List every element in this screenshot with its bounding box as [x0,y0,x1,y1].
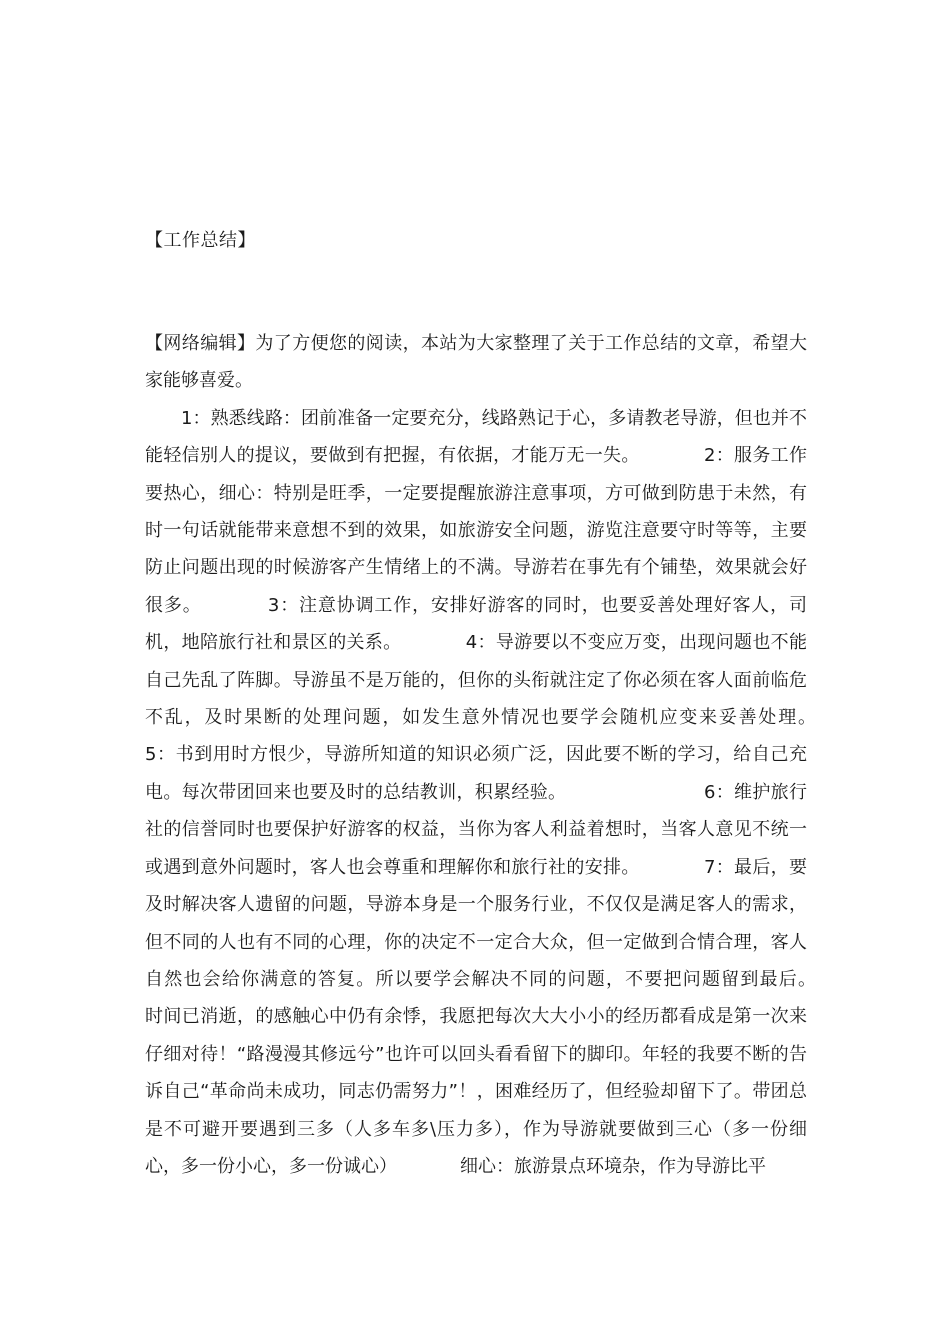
document-body [145,325,879,1185]
document-title: 【工作总结】 [145,230,256,251]
body-paragraph: 1：熟悉线路：团前准备一定要充分，线路熟记于心，多请教老导游，但也并不能轻信别人的提议，要做到有把握，有依据，才能万无一失。 2：服务工作要热心，细心：特别是旺季，一定要提醒旅游注意事项，方可做到防患于未然，有时一句话就能带来意想不到的效果，如旅游安全问题，游览注意要守时等等，主要防止问题出现的时候游客产生情绪上的不满。导游若在事先有个铺垫，效果就会好很多。 3：注意协调工作，安排好游客的同时，也要妥善处理好客人，司机，地陪旅行社和景区的关系。 4：导游要以不变应万变，出现问题也不能自己先乱了阵脚。导游虽不是万能的，但你的头衔就注定了你必须在客人面前临危不乱，及时果断的处理问题，如发生意外情况也要学会随机应变来妥善处理。 5：书到用时方恨少，导游所知道的知识必须广泛，因此要不断的学习，给自己充电。每次带团回来也要及时的总结教训，积累经验。 6：维护旅行社的信誉同时也要保护好游客的权益，当你为客人利益着想时，当客人意见不统一或遇到意外问题时，客人也会尊重和理解你和旅行社的安排。 7：最后，要及时解决客人遗留的问题，导游本身是一个服务行业，不仅仅是满足客人的需求，但不同的人也有不同的心理，你的决定不一定合大众，但一定做到合情合理，客人自然也会给你满意的答复。所以要学会解决不同的问题，不要把问题留到最后。 时间已消逝，的感触心中仍有余悸，我愿把每次大大小小的经历都看成是第一次来仔细对待！“路漫漫其修远兮”也许可以回头看看留下的脚印。年轻的我要不断的告诉自己“革命尚未成功，同志仍需努力”！，困难经历了，但经验却留下了。带团总是不可避开要遇到三多（人多车多\压力多），作为导游就要做到三心（多一份细心，多一份小心，多一份诚心） 细心：旅游景点环境杂，作为导游比平 [145,407,879,1177]
intro-paragraph: 【网络编辑】为了方便您的阅读，本站为大家整理了关于工作总结的文章，希望大家能够喜爱。 [145,333,807,392]
